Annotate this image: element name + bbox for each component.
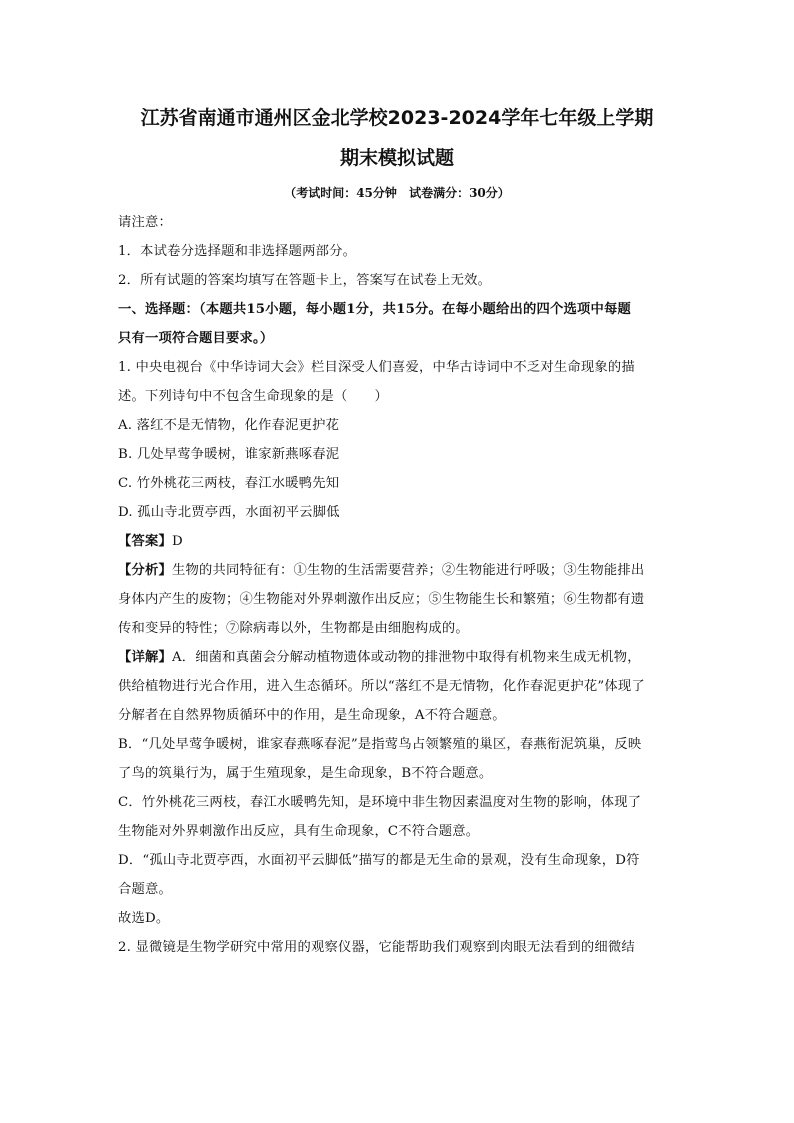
section-heading: 一、选择题：（本题共15小题，每小题1分，共15分。在每小题给出的四个选项中每题 <box>118 302 631 317</box>
option-b: B. 几处早莺争暖树，谁家新燕啄春泥 <box>118 447 340 462</box>
rule-2: 2．所有试题的答案均填写在答题卡上，答案写在试卷上无效。 <box>118 273 492 288</box>
detail-d-text: D．“孤山寺北贾亭西，水面初平云脚低”描写的都是无生命的景观，没有生命现象，D符 <box>118 853 640 868</box>
exam-info: （考试时间：45分钟 试卷满分：30分） <box>284 186 510 200</box>
rule-1: 1．本试卷分选择题和非选择题两部分。 <box>118 244 357 259</box>
answer-tag: 【答案】 <box>118 534 172 549</box>
detail-a-text-3: 分解者在自然界物质循环中的作用，是生命现象，A不符合题意。 <box>118 708 506 723</box>
page-title: 江苏省南通市通州区金北学校2023-2024学年七年级上学期 <box>140 107 654 129</box>
answer-value: D <box>172 534 183 549</box>
option-c: C. 竹外桃花三两枝，春江水暖鸭先知 <box>118 476 340 491</box>
detail-a-text: A．细菌和真菌会分解动植物遗体或动物的排泄物中取得有机物来生成无机物， <box>172 650 641 665</box>
detail-c-text: C．竹外桃花三两枝，春江水暖鸭先知，是环境中非生物因素温度对生物的影响，体现了 <box>118 795 642 810</box>
question-1 <box>118 353 676 933</box>
detail-tag: 【详解】 <box>118 650 172 665</box>
question-stem: 1. 中央电视台《中华诗词大会》栏目深受人们喜爱，中华古诗词中不乏对生命现象的描 <box>118 360 635 375</box>
analysis-text: 生物的共同特征有：①生物的生活需要营养；②生物能进行呼吸；③生物能排出 <box>172 563 645 578</box>
detail-b-text: B．“几处早莺争暖树，谁家春燕啄春泥”是指莺鸟占领繁殖的巢区，春燕衔泥筑巢，反映 <box>118 737 642 752</box>
question-stem: 2. 显微镜是生物学研究中常用的观察仪器，它能帮助我们观察到肉眼无法看到的细微结 <box>118 940 635 955</box>
detail-b-text-2: 了鸟的筑巢行为，属于生殖现象，是生命现象，B不符合题意。 <box>118 766 493 781</box>
option-a: A. 落红不是无情物，化作春泥更护花 <box>118 418 340 433</box>
analysis-text-3: 传和变异的特性；⑦除病毒以外，生物都是由细胞构成的。 <box>118 621 469 636</box>
conclusion: 故选D。 <box>118 911 170 926</box>
detail-c-text-2: 生物能对外界刺激作出反应，具有生命现象，C不符合题意。 <box>118 824 480 839</box>
analysis-line <box>118 556 676 585</box>
page-title-continued: 期末模拟试题 <box>339 147 454 169</box>
answer-line <box>118 527 676 556</box>
analysis-text-2: 身体内产生的废物；④生物能对外界刺激作出反应；⑤生物能生长和繁殖；⑥生物都有遗 <box>118 592 645 607</box>
analysis-tag: 【分析】 <box>118 563 172 578</box>
option-d: D. 孤山寺北贾亭西，水面初平云脚低 <box>118 505 340 520</box>
detail-line <box>118 643 676 672</box>
detail-d-text-2: 合题意。 <box>118 882 172 897</box>
section-heading-continued: 只有一项符合题目要求。） <box>118 331 274 346</box>
notice-heading: 请注意： <box>118 215 172 230</box>
question-stem-continued: 述。下列诗句中不包含生命现象的是（ ） <box>118 389 388 404</box>
question-2 <box>118 933 676 962</box>
detail-a-text-2: 供给植物进行光合作用，进入生态循环。所以“落红不是无情物，化作春泥更护花”体现了 <box>118 679 645 694</box>
